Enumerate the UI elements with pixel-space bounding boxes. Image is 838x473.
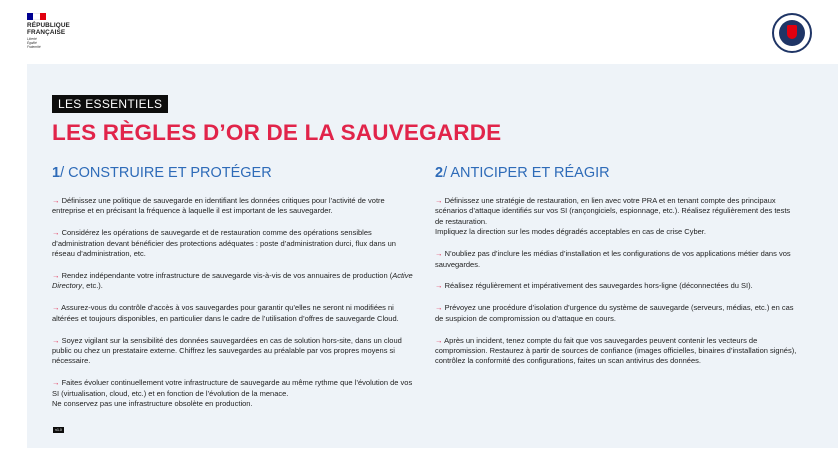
item-text: Définissez une politique de sauvegarde en identifiant les données critiques pour l’activité de votre entreprise et en précisant la fréquence à laquelle il est important de les sauvegarder. [52,196,385,216]
item-text: Assurez-vous du contrôle d’accès à vos sauvegardes pour garantir qu’elles ne seront ni modifiées ni altérées et toujours disponibles, en particulier dans le cadre de l’utilisation d’offres de sauvegarde Cloud. [52,303,399,323]
arrow-right-icon: → [52,378,60,388]
section-title-text: / CONSTRUIRE ET PROTÉGER [60,165,272,181]
arrow-right-icon: → [435,249,443,259]
version-badge: v1.0 [53,427,64,433]
list-item [52,303,414,324]
motto [27,38,41,49]
item-text: Réalisez régulièrement et impérativement des sauvegardes hors-ligne (déconnectées du SI). [444,281,753,291]
section-title [435,164,797,182]
arrow-right-icon: → [52,335,60,345]
section-title [52,164,414,182]
item-extra: Ne conservez pas une infrastructure obsolète en production. [52,399,253,409]
republic-line-1: RÉPUBLIQUE [27,22,70,29]
section-construire [52,164,414,421]
motto-fraternite: Fraternité [27,44,41,49]
list-item [435,249,797,270]
arrow-right-icon: → [52,196,60,205]
list-item [435,336,797,367]
arrow-right-icon: → [435,196,443,205]
republique-francaise-logo [27,22,70,36]
item-extra: Impliquez la direction sur les modes dégradés acceptables en cas de crise Cyber. [435,227,706,237]
page-title: LES RÈGLES D’OR DE LA SAUVEGARDE [52,120,502,145]
french-flag-icon [27,13,46,20]
section-number: 1 [52,165,61,181]
item-text: N’oubliez pas d’inclure les médias d’installation et les configurations de vos applications métier dans vos sauvegardes. [435,249,791,269]
item-text: Définissez une stratégie de restauration, en lien avec votre PRA et en tenant compte des principaux scénarios d’attaque identifiés sur vos SI (rançongiciels, espionnage, etc.). Réalisez régulièrement des tests de restauration. [435,196,791,226]
arrow-right-icon: → [52,303,60,313]
list-item [52,196,414,217]
list-item [435,196,797,238]
section-title-text: / ANTICIPER ET RÉAGIR [443,165,610,181]
item-text: Considérez les opérations de sauvegarde et de restauration comme des opérations sensibles d’administration devant bénéficier des protections adéquates : poste d’administration durci, flux dans un réseau d’administration, etc. [52,228,396,259]
content-panel [27,64,838,448]
item-text: Faites évoluer continuellement votre infrastructure de sauvegarde au même rythme que l’évolution de vos SI (virtualisation, cloud, etc.) et en fonction de l’évolution de la menace. [52,378,413,398]
arrow-right-icon: → [435,303,443,313]
section-number: 2 [435,165,444,181]
item-text: Soyez vigilant sur la sensibilité des données sauvegardées en cas de solution hors-site, dans un cloud public ou chez un prestataire externe. Chiffrez les sauvegardes au préalable par vos propres moyens si nécessaire. [52,335,402,366]
arrow-right-icon: → [52,271,60,281]
page-header [0,0,838,64]
item-italic: Active Directory [52,271,413,291]
arrow-right-icon: → [435,281,443,291]
item-text: Après un incident, tenez compte du fait que vos sauvegardes peuvent contenir les vecteurs de compromission. Restaurez à partir de sources de confiance (images officielles, binaires d’installation signés), contrôlez la conformité des configurations, faites un scan antivirus des données. [435,335,797,366]
list-item [52,271,414,292]
motto-liberte: Liberté [27,37,37,41]
item-text-end: , etc.). [82,281,103,291]
list-item [435,303,797,324]
list-item [52,336,414,367]
list-item [52,378,414,409]
item-text: Prévoyez une procédure d’isolation d’urgence du système de sauvegarde (serveurs, médias, etc.) en cas de suspicion de compromission ou d’attaque en cours. [435,303,794,323]
list-item [435,281,797,291]
list-item [52,228,414,259]
republic-line-2: FRANÇAISE [27,29,66,36]
section-anticiper [435,164,797,378]
arrow-right-icon: → [435,335,443,345]
government-emblem-icon [772,13,812,53]
motto-egalite: Égalité [27,40,37,45]
item-text: Rendez indépendante votre infrastructure de sauvegarde vis-à-vis de vos annuaires de production ( [61,271,393,281]
arrow-right-icon: → [52,228,60,238]
essentials-tag: LES ESSENTIELS [52,95,168,113]
